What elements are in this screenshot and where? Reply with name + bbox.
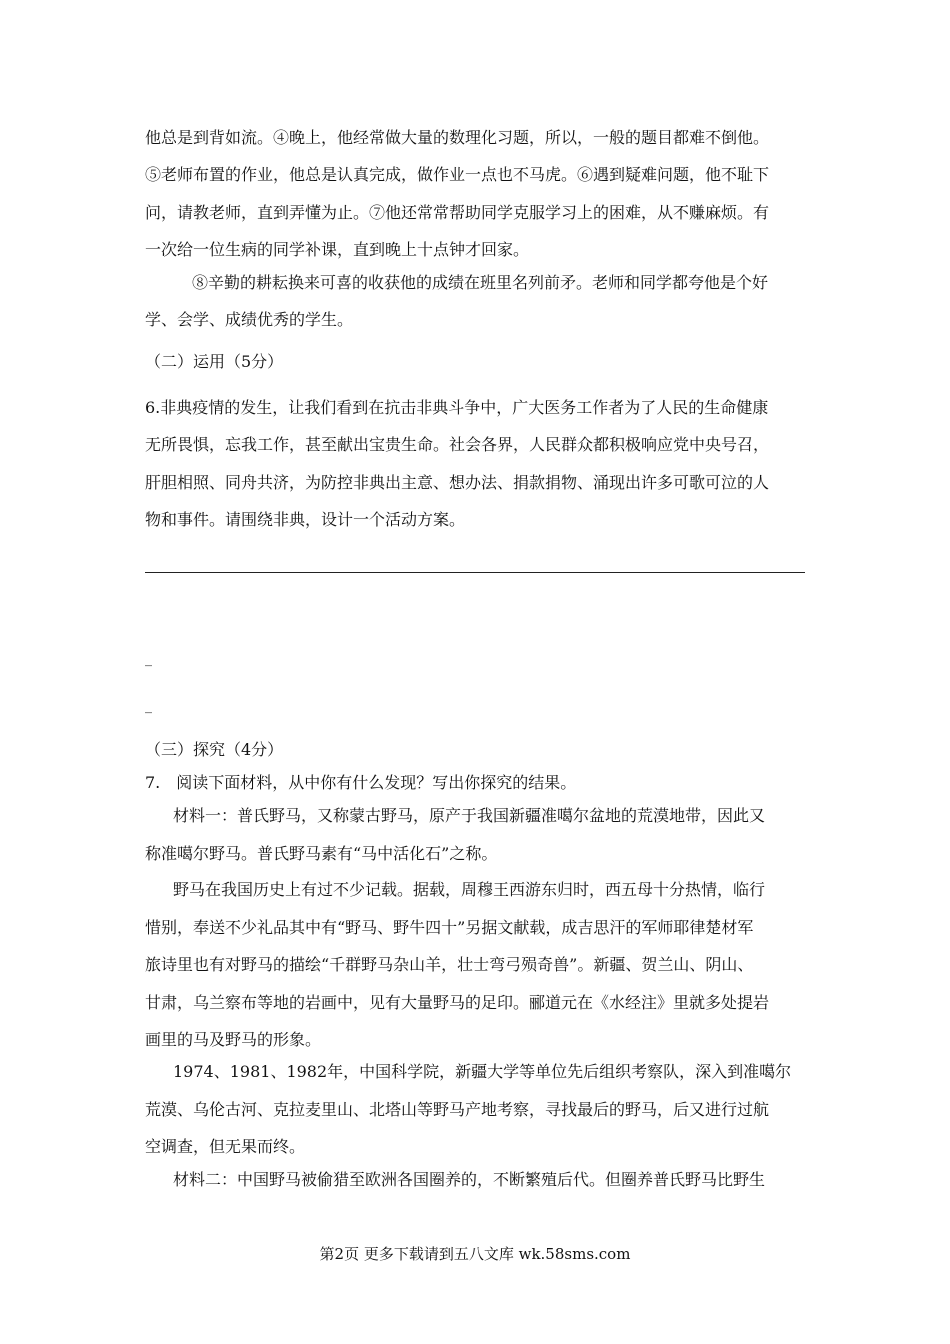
text-line: 称准噶尔野马。普氏野马素有“马中活化石”之称。 [145,844,498,863]
text-line: 材料一：普氏野马，又称蒙古野马，原产于我国新疆准噶尔盆地的荒漠地带，因此又 [173,806,766,825]
text-line: 肝胆相照、同舟共济，为防控非典出主意、想办法、捐款捐物、涌现出许多可歌可泣的人 [145,473,770,492]
text-line: 材料二：中国野马被偷猎至欧洲各国圈养的，不断繁殖后代。但圈养普氏野马比野生 [173,1170,766,1189]
text-line: 物和事件。请围绕非典，设计一个活动方案。 [145,510,466,529]
text-line: 问，请教老师，直到弄懂为止。⑦他还常常帮助同学克服学习上的困难，从不赚麻烦。有 [145,203,770,222]
text-line: ⑤老师布置的作业，他总是认真完成，做作业一点也不马虎。⑥遇到疑难问题，他不耻下 [145,165,770,184]
section-heading-inquiry: （三）探究（4分） [145,740,284,759]
answer-blank: _ [145,651,152,667]
page-footer: 第2页 更多下载请到五八文库 wk.58sms.com [319,1245,631,1263]
text-line: 无所畏惧，忘我工作，甚至献出宝贵生命。社会各界，人民群众都积极响应党中央号召， [145,435,770,454]
text-line: 野马在我国历史上有过不少记载。据载，周穆王西游东归时，西五母十分热情，临行 [173,880,766,899]
text-line: 一次给一位生病的同学补课，直到晚上十点钟才回家。 [145,240,530,259]
answer-line [145,572,805,573]
text-line: 他总是到背如流。④晚上，他经常做大量的数理化习题，所以，一般的题目都难不倒他。 [145,128,770,147]
text-line: 6.非典疫情的发生，让我们看到在抗击非典斗争中，广大医务工作者为了人民的生命健康 [145,398,769,417]
section-heading-application: （二）运用（5分） [145,352,284,371]
question-7: 7. 阅读下面材料，从中你有什么发现？写出你探究的结果。 [145,773,577,792]
answer-blank: _ [145,698,152,714]
text-line: 甘肃，乌兰察布等地的岩画中，见有大量野马的足印。郦道元在《水经注》里就多处提岩 [145,993,770,1012]
text-line: 旅诗里也有对野马的描绘“千群野马杂山羊，壮士弯弓殒奇兽”。新疆、贺兰山、阴山、 [145,955,754,974]
text-line: 画里的马及野马的形象。 [145,1030,322,1049]
text-line: 惜别，奉送不少礼品其中有“野马、野牛四十”另据文献载，成吉思汗的军师耶律楚材军 [145,918,754,937]
text-line: 学、会学、成绩优秀的学生。 [145,310,354,329]
text-line: 荒漠、乌伦古河、克拉麦里山、北塔山等野马产地考察，寻找最后的野马，后又进行过航 [145,1100,770,1119]
text-line: 1974、1981、1982年，中国科学院，新疆大学等单位先后组织考察队，深入到准噶尔 [173,1062,792,1081]
text-line: ⑧辛勤的耕耘换来可喜的收获他的成绩在班里名列前矛。老师和同学都夸他是个好 [192,273,769,292]
text-line: 空调查，但无果而终。 [145,1137,306,1156]
